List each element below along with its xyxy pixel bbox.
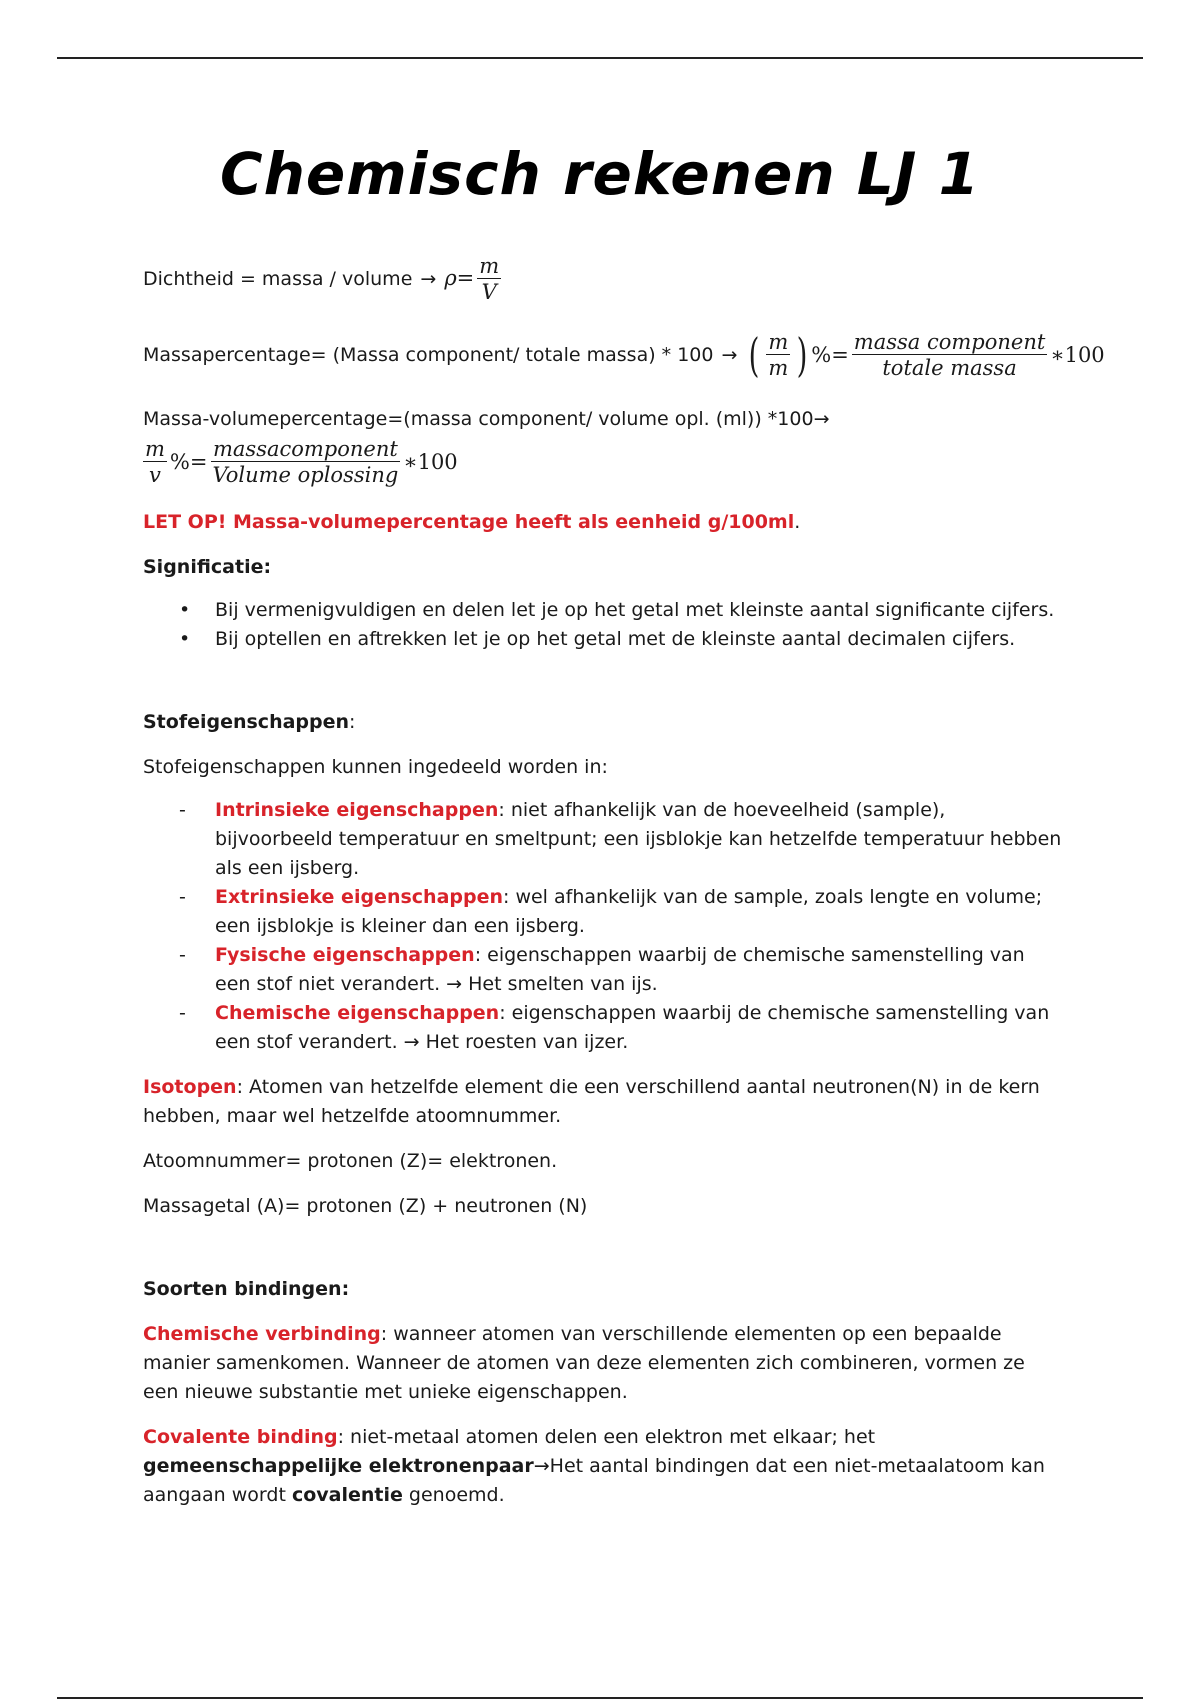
- term: Covalente binding: [143, 1426, 338, 1448]
- mass-fraction: [852, 330, 1048, 381]
- term: Chemische eigenschappen: [215, 1002, 500, 1024]
- definition: : eigenschappen waarbij de chemische samenstelling van een stof niet verandert. → Het smelten van ijs.: [215, 944, 1025, 995]
- definition: : wanneer atomen van verschillende elementen op een bepaalde manier samenkomen. Wanneer de atomen van deze elementen zich combineren, vormen ze een nieuwe substantie met unieke eigenschappen.: [143, 1323, 1025, 1403]
- chemische-verbinding-paragraph: [143, 1320, 1063, 1407]
- definition: : niet afhankelijk van de hoeveelheid (sample), bijvoorbeeld temperatuur en smeltpunt; een ijsblokje kan hetzelfde temperatuur hebben als een ijsberg.: [215, 799, 1062, 879]
- ratio-fraction: [143, 437, 167, 488]
- significatie-heading: Significatie:: [143, 556, 272, 578]
- stofeigenschappen-list: [143, 796, 1063, 1057]
- list-item: [143, 883, 1063, 941]
- stofeigenschappen-intro: Stofeigenschappen kunnen ingedeeld worden in:: [143, 756, 608, 778]
- definition-part: genoemd.: [402, 1484, 505, 1506]
- fraction-numerator: m: [479, 253, 500, 278]
- bullet-icon: •: [179, 628, 191, 650]
- bindingen-heading: Soorten bindingen:: [143, 1278, 350, 1300]
- density-fraction: [477, 254, 501, 305]
- significatie-list: [143, 596, 1063, 654]
- fraction-denominator: Volume oplossing: [212, 462, 399, 487]
- left-paren-icon: (: [748, 328, 760, 382]
- mass-volume-text: Massa-volumepercentage=(massa component/ volume opl. (ml)) *100→: [143, 408, 830, 430]
- list-item-text: Bij optellen en aftrekken let je op het getal met de kleinste aantal decimalen cijfers.: [215, 628, 1016, 650]
- fraction-denominator: totale massa: [882, 355, 1017, 380]
- covalente-binding-paragraph: [143, 1423, 1063, 1510]
- list-item: [143, 941, 1063, 999]
- term: Fysische eigenschappen: [215, 944, 475, 966]
- dash-icon: -: [179, 1002, 186, 1024]
- bullet-icon: •: [179, 599, 191, 621]
- list-item-text: Bij vermenigvuldigen en delen let je op het getal met kleinste aantal significante cijfers.: [215, 599, 1055, 621]
- rho-symbol: ρ: [444, 265, 457, 290]
- warning-period: .: [794, 511, 801, 533]
- arrow-icon: →: [721, 343, 738, 366]
- definition-part: : niet-metaal atomen delen een elektron met elkaar; het: [337, 1426, 876, 1448]
- arrow-icon: →: [420, 267, 437, 290]
- definition: : Atomen van hetzelfde element die een verschillend aantal neutronen(N) in de kern hebben, maar wel hetzelfde atoomnummer.: [143, 1076, 1040, 1127]
- mass-percentage-text: Massapercentage= (Massa component/ totale massa) * 100: [143, 343, 714, 366]
- fraction-numerator: massacomponent: [212, 436, 398, 461]
- page-title: Chemisch rekenen LJ 1: [220, 140, 980, 208]
- dash-icon: -: [179, 886, 186, 908]
- warning-note: [143, 508, 1063, 537]
- isotopen-paragraph: [143, 1073, 1063, 1131]
- right-paren-icon: ): [796, 328, 808, 382]
- fraction-denominator: v: [149, 462, 161, 487]
- definition: : eigenschappen waarbij de chemische samenstelling van een stof verandert. → Het roesten van ijzer.: [215, 1002, 1050, 1053]
- heading-colon: :: [349, 711, 356, 733]
- equals-sign: =: [456, 265, 475, 290]
- fraction-numerator: m: [145, 436, 165, 461]
- massagetal-line: Massagetal (A)= protonen (Z) + neutronen (N): [143, 1195, 588, 1217]
- dash-icon: -: [179, 799, 186, 821]
- fraction-numerator: m: [768, 329, 789, 354]
- mass-volume-fraction: [210, 437, 400, 488]
- definition: : wel afhankelijk van de sample, zoals lengte en volume; een ijsblokje is kleiner dan een ijsberg.: [215, 886, 1043, 937]
- bold-term: covalentie: [291, 1484, 403, 1506]
- term: Extrinsieke eigenschappen: [215, 886, 504, 908]
- density-formula: [444, 254, 504, 305]
- list-item: [143, 625, 1063, 654]
- mass-percentage-line: [143, 325, 1105, 385]
- mass-volume-formula: [143, 437, 458, 488]
- list-item: [143, 796, 1063, 883]
- density-text: Dichtheid = massa / volume: [143, 267, 413, 290]
- dash-icon: -: [179, 944, 186, 966]
- list-item: [143, 999, 1063, 1057]
- atoomnummer-line: Atoomnummer= protonen (Z)= elektronen.: [143, 1150, 558, 1172]
- percent-equals: %=: [169, 449, 208, 474]
- times-hundred: ∗100: [1050, 342, 1105, 367]
- stofeigenschappen-heading: [143, 708, 1063, 737]
- warning-text: LET OP! Massa-volumepercentage heeft als eenheid g/100ml: [143, 511, 795, 533]
- bold-term: gemeenschappelijke elektronenpaar: [143, 1455, 534, 1477]
- bottom-rule: [57, 1697, 1143, 1699]
- fraction-denominator: V: [481, 279, 497, 304]
- density-line: [143, 255, 1063, 303]
- fraction-denominator: m: [768, 355, 789, 380]
- definition-part: →Het aantal bindingen dat een niet-metaalatoom kan aangaan wordt: [143, 1455, 1045, 1506]
- term: Chemische verbinding: [143, 1323, 381, 1345]
- document-body: [143, 253, 1105, 1510]
- fraction-numerator: massa component: [853, 329, 1046, 354]
- term: Intrinsieke eigenschappen: [215, 799, 499, 821]
- mass-percentage-formula: [745, 330, 1104, 381]
- mass-volume-formula-line: [143, 434, 1063, 490]
- term: Isotopen: [143, 1076, 237, 1098]
- percent-equals: %=: [811, 342, 849, 367]
- ratio-fraction: [766, 330, 790, 381]
- times-hundred: ∗100: [403, 449, 458, 474]
- list-item: [143, 596, 1063, 625]
- heading-text: Stofeigenschappen: [143, 711, 350, 733]
- top-rule: [57, 57, 1143, 59]
